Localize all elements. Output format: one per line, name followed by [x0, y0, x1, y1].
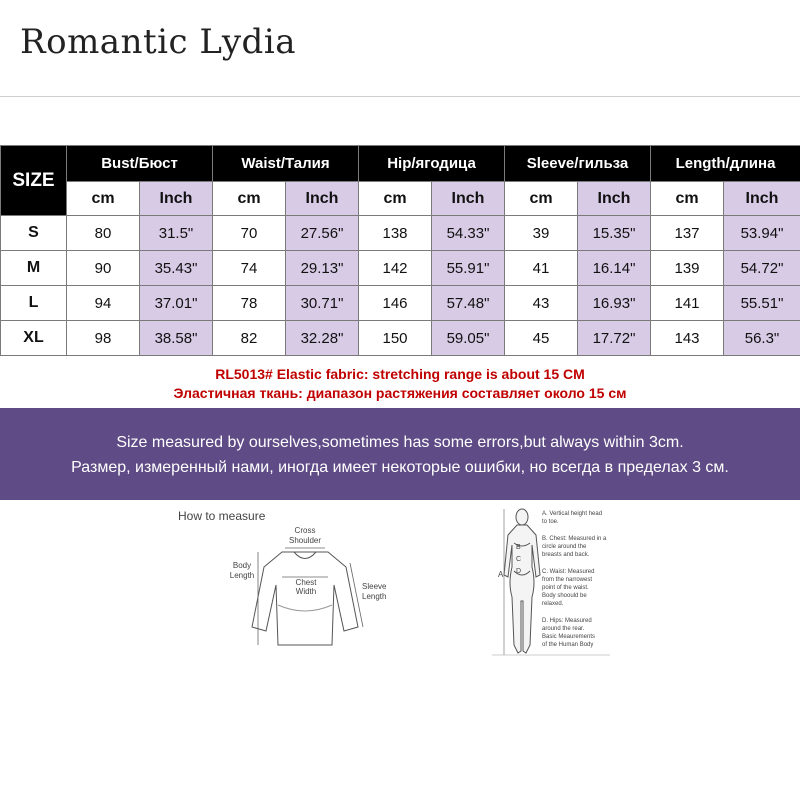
table-cell: 74 [213, 251, 286, 286]
table-cell: 38.58" [140, 321, 213, 356]
fabric-note-ru: Эластичная ткань: диапазон растяжения составляет около 15 см [173, 385, 627, 401]
legend-line: breasts and back. [542, 552, 590, 558]
table-cell: 146 [359, 286, 432, 321]
unit-inch: Inch [286, 182, 359, 216]
legend-line: from the narrowest [542, 577, 593, 583]
column-header-length: Length/длина [651, 146, 800, 182]
legend-line: B. Chest: Measured in a [542, 536, 607, 542]
size-cell: M [1, 251, 67, 286]
table-cell: 41 [505, 251, 578, 286]
table-cell: 39 [505, 216, 578, 251]
table-cell: 139 [651, 251, 724, 286]
legend-line: Basic Meaurements [542, 634, 596, 640]
table-cell: 56.3" [724, 321, 800, 356]
legend-line: Body shoould be [542, 593, 587, 599]
legend-line: circle around the [542, 544, 587, 550]
how-to-measure-title: How to measure [178, 509, 266, 523]
table-cell: 98 [67, 321, 140, 356]
letter-d: D [516, 568, 522, 575]
disclaimer-ru: Размер, измеренный нами, иногда имеет некоторые ошибки, но всегда в пределах 3 см. [71, 459, 729, 476]
size-cell: XL [1, 321, 67, 356]
table-cell: 16.93" [578, 286, 651, 321]
brand-logo: Romantic Lydia [20, 22, 296, 62]
table-cell: 59.05" [432, 321, 505, 356]
human-body-figure-icon [504, 509, 540, 653]
table-cell: 31.5" [140, 216, 213, 251]
unit-inch: Inch [140, 182, 213, 216]
table-cell: 70 [213, 216, 286, 251]
letter-a: A [498, 570, 504, 579]
divider [0, 96, 800, 97]
table-cell: 53.94" [724, 216, 800, 251]
table-cell: 150 [359, 321, 432, 356]
table-row [1, 321, 800, 356]
table-row [1, 251, 800, 286]
unit-inch: Inch [724, 182, 800, 216]
table-row [1, 286, 800, 321]
table-cell: 54.33" [432, 216, 505, 251]
table-row [1, 216, 800, 251]
legend-line: relaxed. [542, 601, 564, 607]
header-row [1, 146, 800, 182]
unit-cm: cm [213, 182, 286, 216]
table-cell: 80 [67, 216, 140, 251]
disclaimer-banner [0, 408, 800, 500]
table-cell: 90 [67, 251, 140, 286]
table-cell: 30.71" [286, 286, 359, 321]
table-cell: 141 [651, 286, 724, 321]
table-cell: 17.72" [578, 321, 651, 356]
legend-line: D. Hips: Measured [542, 618, 592, 624]
measurement-diagram [170, 505, 630, 670]
unit-cm: cm [651, 182, 724, 216]
table-cell: 55.51" [724, 286, 800, 321]
unit-row [1, 182, 800, 216]
table-cell: 143 [651, 321, 724, 356]
cross-shoulder-label-2: Shoulder [288, 536, 322, 545]
table-cell: 32.28" [286, 321, 359, 356]
fabric-note-en: RL5013# Elastic fabric: stretching range is about 15 CM [215, 366, 585, 382]
sleeve-length-label-1: Sleeve [362, 582, 387, 591]
table-cell: 27.56" [286, 216, 359, 251]
table-cell: 138 [359, 216, 432, 251]
chest-width-label-2: Width [295, 587, 317, 596]
letter-c: C [516, 556, 522, 563]
size-cell: S [1, 216, 67, 251]
legend-line: to toe. [542, 519, 559, 525]
table-cell: 94 [67, 286, 140, 321]
unit-inch: Inch [432, 182, 505, 216]
table-cell: 29.13" [286, 251, 359, 286]
table-cell: 78 [213, 286, 286, 321]
table-cell: 55.91" [432, 251, 505, 286]
size-chart-table [0, 145, 800, 356]
legend-line: around the rear. [542, 626, 585, 632]
table-cell: 45 [505, 321, 578, 356]
table-cell: 137 [651, 216, 724, 251]
body-length-label-2: Length [229, 571, 255, 580]
table-cell: 35.43" [140, 251, 213, 286]
size-cell: L [1, 286, 67, 321]
table-cell: 54.72" [724, 251, 800, 286]
table-cell: 16.14" [578, 251, 651, 286]
size-header: SIZE [1, 146, 67, 216]
column-header-bust: Bust/Бюст [67, 146, 213, 182]
unit-cm: cm [359, 182, 432, 216]
table-cell: 142 [359, 251, 432, 286]
column-header-hip: Hip/ягодица [359, 146, 505, 182]
cross-shoulder-label-1: Cross [294, 526, 316, 535]
measure-legend [542, 511, 607, 648]
chest-width-label-1: Chest [295, 578, 317, 587]
garment-drawing-icon [252, 552, 358, 645]
table-cell: 82 [213, 321, 286, 356]
unit-inch: Inch [578, 182, 651, 216]
column-header-sleeve: Sleeve/гильза [505, 146, 651, 182]
body-length-label-1: Body [232, 561, 252, 570]
letter-b: B [516, 544, 521, 551]
legend-line: of the Human Body [542, 642, 594, 648]
disclaimer-en: Size measured by ourselves,sometimes has some errors,but always within 3cm. [116, 434, 684, 451]
table-cell: 57.48" [432, 286, 505, 321]
legend-line: point of the waist. [542, 585, 589, 591]
table-cell: 37.01" [140, 286, 213, 321]
legend-line: A. Vertical height head [542, 511, 603, 517]
table-cell: 15.35" [578, 216, 651, 251]
fabric-note [0, 358, 800, 406]
table-cell: 43 [505, 286, 578, 321]
unit-cm: cm [505, 182, 578, 216]
unit-cm: cm [67, 182, 140, 216]
sleeve-length-label-2: Length [362, 592, 387, 601]
column-header-waist: Waist/Талия [213, 146, 359, 182]
legend-line: C. Waist: Measured [542, 569, 595, 575]
